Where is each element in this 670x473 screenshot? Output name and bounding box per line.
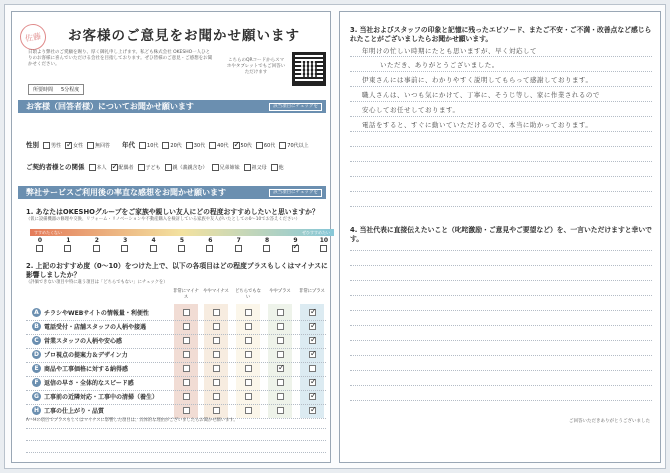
rating-item bbox=[32, 350, 128, 359]
answer-line bbox=[350, 116, 652, 117]
option-age[interactable] bbox=[209, 143, 228, 149]
closing-text: ご回答いただきありがとうございました bbox=[569, 419, 650, 424]
scale-checkbox[interactable] bbox=[150, 245, 157, 252]
question-3: 3. 当社およびスタッフの印象と記憶に残ったエピソード、またご不安・ご不満・改善点など感じられたことがございましたらお聞かせ願います。 bbox=[350, 26, 652, 43]
option-rel[interactable] bbox=[111, 165, 134, 171]
customer-section-title: お客様（回答者様）についてお聞かせ願います bbox=[26, 102, 194, 111]
scale-option[interactable] bbox=[30, 237, 50, 255]
rating-checkbox[interactable] bbox=[277, 365, 284, 372]
checkbox[interactable] bbox=[256, 142, 263, 149]
row-divider bbox=[26, 348, 326, 349]
rating-checkbox[interactable] bbox=[277, 407, 284, 414]
rating-checkbox[interactable] bbox=[213, 365, 220, 372]
scale-option[interactable] bbox=[172, 237, 192, 255]
question-4: 4. 当社代表に直接伝えたいこと（叱咤激励・ご意見やご要望など）を、一言いただけますと幸いです。 bbox=[350, 226, 652, 243]
rating-checkbox[interactable] bbox=[245, 351, 252, 358]
scale-option[interactable] bbox=[229, 237, 249, 255]
item-label: 返信の早さ・全体的なスピード感 bbox=[44, 380, 134, 387]
rating-item bbox=[32, 392, 158, 401]
relation-options bbox=[89, 163, 288, 171]
answer-line bbox=[350, 176, 652, 177]
row-divider bbox=[26, 390, 326, 391]
answer-line bbox=[350, 400, 652, 401]
qr-code-icon[interactable] bbox=[292, 52, 326, 86]
name-stamp: 佐藤 bbox=[18, 22, 48, 52]
option-age[interactable] bbox=[233, 143, 252, 149]
checkbox[interactable] bbox=[65, 142, 72, 149]
rating-item bbox=[32, 322, 146, 331]
question-2-text: 2. 上記のおすすめ度（0〜10）をつけた上で、以下の各項目はどの程度プラスもしくはマイナスに影響しましたか？ bbox=[26, 262, 328, 279]
scale-option[interactable] bbox=[257, 237, 277, 255]
option-label: 配偶者 bbox=[118, 164, 134, 171]
checkbox[interactable] bbox=[209, 142, 216, 149]
scale-gradient bbox=[30, 229, 334, 236]
scale-checkbox[interactable] bbox=[263, 245, 270, 252]
checkbox[interactable] bbox=[212, 164, 219, 171]
scale-number: 9 bbox=[293, 237, 298, 244]
rating-item bbox=[32, 406, 104, 415]
scale-option[interactable] bbox=[87, 237, 107, 255]
rating-checkbox[interactable] bbox=[277, 393, 284, 400]
option-rel[interactable] bbox=[244, 165, 267, 171]
rating-checkbox[interactable] bbox=[213, 337, 220, 344]
scale-number: 10 bbox=[319, 237, 329, 244]
rating-checkbox[interactable] bbox=[245, 323, 252, 330]
scale-option[interactable] bbox=[58, 237, 78, 255]
rating-checkbox[interactable] bbox=[309, 323, 316, 330]
rating-checkbox[interactable] bbox=[213, 407, 220, 414]
checkbox[interactable] bbox=[186, 142, 193, 149]
option-label: 女性 bbox=[73, 142, 84, 149]
rating-checkbox[interactable] bbox=[213, 323, 220, 330]
answer-line bbox=[350, 56, 652, 57]
rating-checkbox[interactable] bbox=[245, 309, 252, 316]
age-options bbox=[139, 141, 313, 149]
option-rel[interactable] bbox=[165, 165, 208, 171]
option-rel[interactable] bbox=[89, 165, 107, 171]
option-label: 子ども bbox=[145, 164, 161, 171]
rating-checkbox[interactable] bbox=[183, 379, 190, 386]
checkbox[interactable] bbox=[244, 164, 251, 171]
option-label: 男性 bbox=[51, 142, 62, 149]
checkbox[interactable] bbox=[233, 142, 240, 149]
checkbox[interactable] bbox=[138, 164, 145, 171]
column-bg bbox=[268, 304, 292, 418]
service-section-bar bbox=[18, 186, 326, 199]
scale-number: 0 bbox=[37, 237, 43, 244]
option-label: 20代 bbox=[170, 142, 182, 149]
right-panel bbox=[339, 11, 661, 463]
option-rel[interactable] bbox=[212, 165, 240, 171]
item-badge: B bbox=[32, 322, 41, 331]
scale-checkbox[interactable] bbox=[64, 245, 71, 252]
scale-option[interactable] bbox=[144, 237, 164, 255]
option-sex[interactable] bbox=[43, 143, 61, 149]
answer-line bbox=[350, 265, 652, 266]
scale-option[interactable] bbox=[115, 237, 135, 255]
column-bg bbox=[204, 304, 228, 418]
rating-checkbox[interactable] bbox=[277, 351, 284, 358]
question-1-text: 1. あなたはOKESHOグループをご家族や親しい友人にどの程度おすすめしたいと思いますか？ bbox=[26, 208, 319, 216]
option-label: 他 bbox=[278, 164, 284, 171]
rating-checkbox[interactable] bbox=[183, 393, 190, 400]
customer-hint: 該当項目にチェックを bbox=[269, 103, 322, 111]
service-hint: 該当項目にチェックを bbox=[269, 189, 322, 197]
checkbox[interactable] bbox=[162, 142, 169, 149]
answer-line bbox=[350, 71, 652, 72]
customer-section-bar bbox=[18, 100, 326, 113]
item-badge: H bbox=[33, 407, 40, 414]
scale-number: 4 bbox=[151, 237, 156, 244]
checkbox[interactable] bbox=[89, 164, 96, 171]
answer-line bbox=[350, 250, 652, 251]
item-badge: D bbox=[32, 350, 41, 359]
checkbox[interactable] bbox=[271, 164, 278, 171]
option-age[interactable] bbox=[186, 143, 205, 149]
item-label: 商品や工事価格に対する納得感 bbox=[44, 366, 129, 373]
row-divider bbox=[26, 334, 326, 335]
row-divider bbox=[26, 404, 326, 405]
answer-line bbox=[350, 101, 652, 102]
item-label: 工事前の近隣対応・工事中の清掃（養生） bbox=[44, 394, 159, 401]
service-section-title: 弊社サービスご利用後の率直な感想をお聞かせ願います bbox=[26, 188, 226, 197]
scale-checkbox[interactable] bbox=[235, 245, 242, 252]
table-footnote: A〜Hの項目でプラスもしくはマイナスに影響した項目は、具体的な理由がございましたらお聞かせ願います。 bbox=[26, 418, 238, 423]
rating-checkbox[interactable] bbox=[245, 393, 252, 400]
scale-number: 2 bbox=[94, 237, 99, 244]
question-1-note: （仮に設備機器の修理や交換、リフォーム・リノベーションや不動産購入を検討している家族や友人がいたとしての0〜10でお答えください） bbox=[26, 217, 300, 222]
scale-checkbox[interactable] bbox=[320, 245, 327, 252]
option-age[interactable] bbox=[279, 143, 308, 149]
answer-line bbox=[350, 206, 652, 207]
relation-row bbox=[26, 162, 288, 171]
answer-line bbox=[26, 428, 326, 429]
row-divider bbox=[26, 376, 326, 377]
handwritten-line: 年明けの忙しい時期にたとも思いますが、早く対応して bbox=[362, 47, 537, 55]
scale-number: 7 bbox=[236, 237, 241, 244]
relation-label: ご契約者様との関係 bbox=[26, 163, 85, 171]
sex-label: 性別 bbox=[26, 141, 39, 149]
item-label: 電話受付・店舗スタッフの人柄や接遇 bbox=[44, 324, 147, 331]
answer-line bbox=[350, 370, 652, 371]
row-divider bbox=[26, 320, 326, 321]
scale-checkbox[interactable] bbox=[178, 245, 185, 252]
scale-number: 6 bbox=[208, 237, 213, 244]
answer-line bbox=[350, 146, 652, 147]
rating-checkbox[interactable] bbox=[245, 365, 252, 372]
checkbox[interactable] bbox=[111, 164, 118, 171]
handwritten-line: 安心してお任せしております。 bbox=[362, 106, 460, 114]
checkbox[interactable] bbox=[87, 142, 94, 149]
rating-checkbox[interactable] bbox=[309, 351, 316, 358]
option-age[interactable] bbox=[256, 143, 275, 149]
rating-checkbox[interactable] bbox=[213, 309, 220, 316]
scale-checkbox[interactable] bbox=[36, 245, 43, 252]
option-label: 60代 bbox=[263, 142, 276, 149]
rating-checkbox[interactable] bbox=[183, 351, 190, 358]
scale-number: 8 bbox=[265, 237, 270, 244]
rating-checkbox[interactable] bbox=[309, 309, 316, 316]
item-label: チラシやWEBサイトの情報量・利便性 bbox=[44, 310, 149, 317]
answer-line bbox=[350, 280, 652, 281]
rating-checkbox[interactable] bbox=[277, 379, 284, 386]
option-label: 親（義親含む） bbox=[172, 164, 208, 171]
rating-checkbox[interactable] bbox=[183, 365, 190, 372]
scale-option[interactable] bbox=[286, 237, 306, 255]
item-label: 工事の仕上がり・品質 bbox=[44, 408, 105, 415]
option-label: 本人 bbox=[96, 164, 107, 171]
time-box bbox=[28, 84, 84, 95]
item-label: 営業スタッフの人柄や安心感 bbox=[44, 338, 123, 345]
scale-number: 5 bbox=[179, 237, 185, 244]
answer-line bbox=[350, 340, 652, 341]
rating-checkbox[interactable] bbox=[183, 337, 190, 344]
scale-checkbox[interactable] bbox=[206, 245, 213, 252]
option-label: 50代 bbox=[240, 142, 252, 149]
qr-note: こちらのQRコードからスマホやタブレットでもご回答いただけます bbox=[226, 58, 286, 75]
scale-high-label: ぜひすすめたい bbox=[301, 230, 330, 235]
rating-checkbox[interactable] bbox=[309, 379, 316, 386]
answer-line bbox=[350, 355, 652, 356]
column-bg bbox=[174, 304, 198, 418]
checkbox[interactable] bbox=[139, 142, 146, 149]
scale-option[interactable] bbox=[314, 237, 334, 255]
option-age[interactable] bbox=[162, 143, 181, 149]
option-label: 70代以上 bbox=[287, 142, 309, 149]
recommend-scale bbox=[30, 230, 334, 255]
scale-number: 1 bbox=[66, 237, 71, 244]
rating-checkbox[interactable] bbox=[309, 407, 316, 414]
answer-line bbox=[350, 86, 652, 87]
column-header: ややマイナス bbox=[203, 289, 229, 294]
column-header: 非常にマイナス bbox=[173, 289, 199, 300]
age-label: 年代 bbox=[122, 141, 136, 149]
scale-option[interactable] bbox=[200, 237, 220, 255]
option-sex[interactable] bbox=[87, 143, 110, 149]
intro-text: 日頃より弊社のご愛顧を賜り、厚く御礼申し上げます。私ども株式会社 OKESHO一人ひとりのお客様に喜んでいただける会社を目指しております。ぜひ皆様のご意見・ご感想をお聞かせください。 bbox=[28, 50, 213, 67]
column-bg bbox=[236, 304, 260, 418]
rating-item bbox=[32, 308, 149, 317]
item-badge: C bbox=[32, 336, 41, 345]
scale-checkbox[interactable] bbox=[93, 245, 100, 252]
handwritten-line: 職人さんは、いつも気にかけて、丁寧に、そうじ等し、家に作業されるので bbox=[362, 91, 600, 99]
answer-line bbox=[26, 452, 326, 453]
left-panel bbox=[11, 11, 331, 463]
rating-checkbox[interactable] bbox=[245, 407, 252, 414]
answer-line bbox=[350, 325, 652, 326]
rating-checkbox[interactable] bbox=[277, 323, 284, 330]
handwritten-line: いただき、ありがとうございました。 bbox=[380, 61, 499, 69]
answer-line bbox=[350, 385, 652, 386]
item-badge: F bbox=[32, 378, 41, 387]
survey-sheet bbox=[4, 4, 666, 469]
checkbox[interactable] bbox=[165, 164, 172, 171]
time-label: 所要時間 bbox=[33, 87, 54, 93]
option-label: 無回答 bbox=[95, 142, 111, 149]
answer-line bbox=[26, 440, 326, 441]
answer-line bbox=[350, 161, 652, 162]
option-label: 兄弟姉妹 bbox=[219, 164, 240, 171]
rating-item bbox=[32, 378, 134, 387]
option-label: 祖父母 bbox=[251, 164, 267, 171]
time-value: 5分程度 bbox=[61, 87, 80, 93]
option-label: 10代 bbox=[147, 142, 159, 149]
rating-checkbox[interactable] bbox=[309, 337, 316, 344]
checkbox[interactable] bbox=[279, 142, 286, 149]
option-age[interactable] bbox=[139, 143, 158, 149]
option-label: 30代 bbox=[193, 142, 206, 149]
rating-checkbox[interactable] bbox=[183, 309, 190, 316]
rating-checkbox[interactable] bbox=[213, 393, 220, 400]
question-2-note: （評価できない項目や特に違う項目は「どちらでもない」にチェックを） bbox=[26, 280, 168, 285]
option-rel[interactable] bbox=[138, 165, 161, 171]
rating-checkbox[interactable] bbox=[183, 407, 190, 414]
question-2 bbox=[26, 262, 330, 285]
item-badge: A bbox=[32, 308, 41, 317]
rating-checkbox[interactable] bbox=[245, 379, 252, 386]
item-badge: E bbox=[32, 364, 41, 373]
rating-checkbox[interactable] bbox=[183, 323, 190, 330]
scale-checkbox[interactable] bbox=[292, 245, 299, 252]
answer-line bbox=[350, 295, 652, 296]
sex-row bbox=[26, 140, 313, 149]
handwritten-line: 伊東さんには事前に、わかりやすく説明してもらって感謝しております。 bbox=[362, 76, 593, 84]
rating-checkbox[interactable] bbox=[213, 351, 220, 358]
rating-checkbox[interactable] bbox=[277, 337, 284, 344]
column-header: どちらでもない bbox=[235, 289, 261, 300]
answer-line bbox=[350, 310, 652, 311]
column-header: ややプラス bbox=[269, 289, 291, 294]
item-badge: G bbox=[32, 392, 41, 401]
column-header: 非常にプラス bbox=[299, 289, 325, 294]
question-1 bbox=[26, 208, 330, 222]
option-sex[interactable] bbox=[65, 143, 83, 149]
answer-line bbox=[350, 191, 652, 192]
handwritten-line: 電話をすると、すぐに動いていただけるので、本当に助かっております。 bbox=[362, 121, 593, 129]
scale-numbers bbox=[30, 237, 334, 255]
scale-low-label: すすめたくない bbox=[34, 230, 63, 235]
rating-checkbox[interactable] bbox=[309, 365, 316, 372]
scale-number: 3 bbox=[123, 237, 128, 244]
scale-checkbox[interactable] bbox=[121, 245, 128, 252]
sex-options bbox=[43, 141, 114, 149]
answer-line bbox=[350, 131, 652, 132]
item-label: プロ視点の提案力＆デザイン力 bbox=[44, 352, 128, 359]
rating-checkbox[interactable] bbox=[277, 309, 284, 316]
checkbox[interactable] bbox=[43, 142, 50, 149]
rating-item bbox=[32, 364, 128, 373]
option-rel[interactable] bbox=[271, 165, 284, 171]
rating-item bbox=[32, 336, 122, 345]
rating-checkbox[interactable] bbox=[309, 393, 316, 400]
rating-checkbox[interactable] bbox=[213, 379, 220, 386]
option-label: 40代 bbox=[217, 142, 229, 149]
rating-checkbox[interactable] bbox=[245, 337, 252, 344]
page-title: お客様のご意見をお聞かせ願います bbox=[68, 28, 300, 44]
